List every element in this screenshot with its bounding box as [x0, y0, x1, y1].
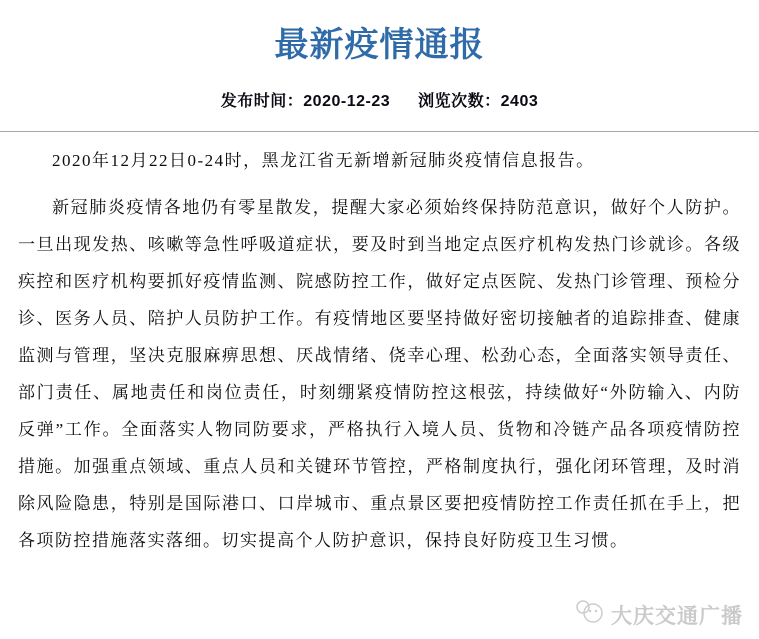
article-meta	[0, 88, 759, 111]
page-title: 最新疫情通报	[274, 26, 485, 64]
article-body	[0, 132, 759, 559]
watermark	[575, 599, 743, 631]
publish-time-value: 2020-12-23	[303, 93, 391, 110]
article-page	[0, 26, 759, 639]
view-count-value: 2403	[500, 93, 539, 110]
radio-station-logo-icon	[575, 599, 605, 631]
paragraph: 新冠肺炎疫情各地仍有零星散发，提醒大家必须始终保持防范意识，做好个人防护。一旦出现发热、咳嗽等急性呼吸道症状，要及时到当地定点医疗机构发热门诊就诊。各级疾控和医疗机构要抓好疫情监测、院感防控工作，做好定点医院、发热门诊管理、预检分诊、医务人员、陪护人员防护工作。有疫情地区要坚持做好密切接触者的追踪排查、健康监测与管理，坚决克服麻痹思想、厌战情绪、侥幸心理、松劲心态，全面落实领导责任、部门责任、属地责任和岗位责任，时刻绷紧疫情防控这根弦，持续做好“外防输入、内防反弹”工作。全面落实人物同防要求，严格执行入境人员、货物和冷链产品各项疫情防控措施。加强重点领域、重点人员和关键环节管控，严格制度执行，强化闭环管理，及时消除风险隐患，特别是国际港口、口岸城市、重点景区要把疫情防控工作责任抓在手上，把各项防控措施落实落细。切实提高个人防护意识，保持良好防疫卫生习惯。	[18, 198, 741, 550]
watermark-text: 大庆交通广播	[611, 605, 743, 628]
view-count-label: 浏览次数：	[418, 93, 501, 110]
publish-time-label: 发布时间：	[220, 93, 304, 110]
paragraph: 2020年12月22日0-24时，黑龙江省无新增新冠肺炎疫情信息报告。	[52, 151, 595, 170]
